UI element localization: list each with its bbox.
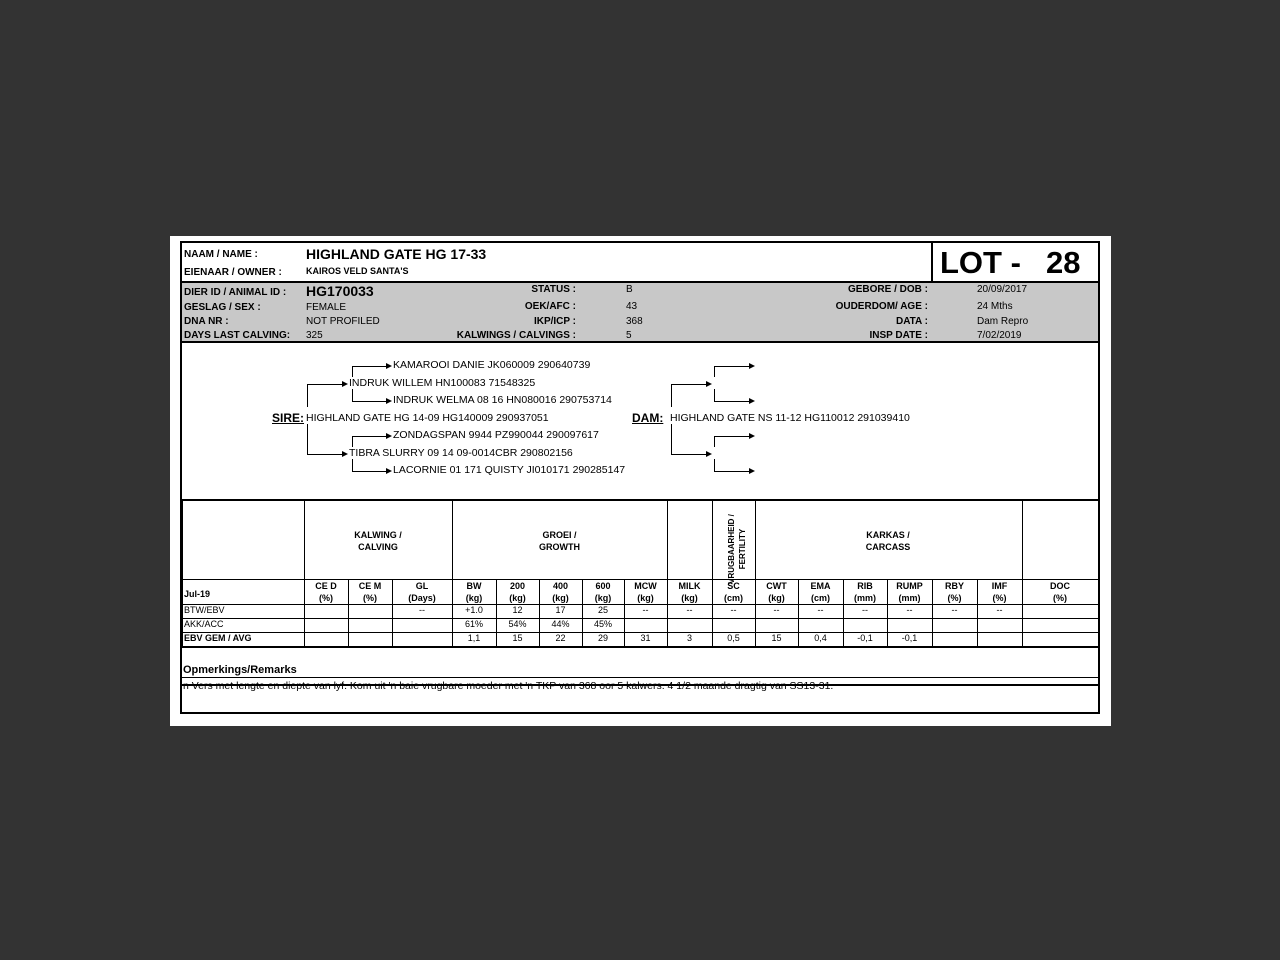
ped-line <box>352 366 353 377</box>
ebv-date: Jul-19 <box>184 589 211 599</box>
column-header <box>798 580 843 604</box>
lot-number: 28 <box>1046 245 1081 280</box>
table-grid-line <box>712 499 713 579</box>
ped-line <box>307 424 308 454</box>
column-unit: (kg) <box>509 593 526 603</box>
column-name: BW <box>466 581 482 591</box>
group-calving: KALWING / CALVING <box>354 530 402 552</box>
table-cell: 54% <box>508 619 527 629</box>
owner-label: EIENAAR / OWNER : <box>184 267 282 278</box>
calvings-label: KALWINGS / CALVINGS : <box>456 330 576 341</box>
ped-line <box>714 471 750 472</box>
group-growth: GROEI / GROWTH <box>539 530 580 552</box>
column-name: RUMP <box>896 581 923 591</box>
column-unit: (%) <box>363 593 377 603</box>
column-header <box>843 580 887 604</box>
sire-sire-dam-name: INDRUK WELMA 08 16 HN080016 290753714 <box>393 394 612 406</box>
ped-line <box>714 366 715 377</box>
column-header <box>887 580 932 604</box>
column-unit: (%) <box>947 593 962 603</box>
column-header <box>755 580 798 604</box>
column-unit: (Days) <box>408 593 436 603</box>
column-name: MCW <box>634 581 657 591</box>
column-name: CWT <box>766 581 787 591</box>
dob-label: GEBORE / DOB : <box>847 284 928 295</box>
ped-line <box>714 401 750 402</box>
column-header <box>582 580 624 604</box>
animal-id-label: DIER ID / ANIMAL ID : <box>184 287 287 298</box>
column-name: IMF <box>991 581 1008 591</box>
ped-line <box>714 389 715 401</box>
table-cell: -- <box>419 605 425 615</box>
column-header <box>932 580 977 604</box>
table-grid-line <box>182 579 183 646</box>
column-name: RBY <box>944 581 964 591</box>
table-cell: 45% <box>593 619 612 629</box>
ped-line <box>307 384 343 385</box>
sire-name: HIGHLAND GATE HG 14-09 HG140009 290937051 <box>306 412 549 424</box>
column-name: 600 <box>595 581 611 591</box>
status-value: B <box>626 284 633 295</box>
column-header <box>667 580 712 604</box>
afc-label: OEK/AFC : <box>524 301 576 312</box>
afc-value: 43 <box>626 301 638 312</box>
table-cell: 61% <box>464 619 483 629</box>
lot-label: LOT - <box>940 245 1021 280</box>
sex-value: FEMALE <box>306 302 347 313</box>
column-unit: (%) <box>992 593 1007 603</box>
column-unit: (mm) <box>854 593 876 603</box>
divider <box>182 499 1098 501</box>
column-name: RIB <box>857 581 873 591</box>
table-cell: -- <box>951 605 958 615</box>
table-cell: -- <box>817 605 824 615</box>
name-label: NAAM / NAME : <box>184 249 258 260</box>
row-label: BTW/EBV <box>184 605 225 615</box>
icp-label: IKP/ICP : <box>533 316 576 327</box>
column-name: CE D <box>315 581 337 591</box>
column-unit: (cm) <box>810 593 830 603</box>
calvings-value: 5 <box>626 330 632 341</box>
arrow-icon <box>342 381 348 387</box>
dam-name: HIGHLAND GATE NS 11-12 HG110012 291039410 <box>670 412 910 424</box>
divider <box>182 677 1098 678</box>
table-cell: 3 <box>686 633 692 643</box>
arrow-icon <box>706 451 712 457</box>
arrow-icon <box>386 363 392 369</box>
table-cell: 22 <box>555 633 566 643</box>
column-header <box>1022 580 1098 604</box>
table-cell: 31 <box>640 633 651 643</box>
table-cell: -- <box>686 605 693 615</box>
ped-line <box>714 436 750 437</box>
column-header <box>977 580 1022 604</box>
arrow-icon <box>749 398 755 404</box>
table-cell: 0,4 <box>814 633 827 643</box>
group-fertility: VRUGBAARHEID / FERTILITY <box>727 514 747 584</box>
column-header <box>496 580 539 604</box>
column-name: MILK <box>678 581 701 591</box>
column-header <box>712 580 755 604</box>
column-name: EMA <box>810 581 831 591</box>
arrow-icon <box>749 363 755 369</box>
sire-dam-dam-name: LACORNIE 01 171 QUISTY JI010171 290285147 <box>393 464 626 476</box>
column-unit: (kg) <box>465 593 483 603</box>
table-cell: -- <box>642 605 649 615</box>
table-grid-line <box>1098 499 1099 579</box>
column-unit: (kg) <box>637 593 654 603</box>
arrow-icon <box>706 381 712 387</box>
age-label: OUDERDOM/ AGE : <box>835 301 928 312</box>
column-unit: (kg) <box>681 593 698 603</box>
table-cell: 0,5 <box>727 633 740 643</box>
remarks-title: Opmerkings/Remarks <box>183 664 297 676</box>
group-carcass: KARKAS / CARCASS <box>865 530 911 552</box>
days-label: DAYS LAST CALVING: <box>184 330 291 341</box>
arrow-icon <box>386 398 392 404</box>
table-grid-line <box>182 646 1098 648</box>
ped-line <box>307 384 308 407</box>
arrow-icon <box>386 468 392 474</box>
table-cell: 25 <box>597 605 608 615</box>
dna-value: NOT PROFILED <box>306 316 380 327</box>
animal-id-value: HG170033 <box>306 283 374 299</box>
column-unit: (kg) <box>552 593 569 603</box>
table-cell: -- <box>996 605 1003 615</box>
column-header <box>452 580 496 604</box>
table-cell: +1.0 <box>465 605 483 615</box>
ped-line <box>671 424 672 454</box>
column-name: 200 <box>509 581 526 591</box>
data-label: DATA : <box>895 316 928 327</box>
column-header <box>624 580 667 604</box>
ped-line <box>352 471 387 472</box>
row-label: EBV GEM / AVG <box>184 633 252 643</box>
animal-name: HIGHLAND GATE HG 17-33 <box>306 246 487 262</box>
ped-line <box>671 384 707 385</box>
divider <box>182 341 1098 343</box>
ped-line <box>352 459 353 471</box>
sire-sire-name: INDRUK WILLEM HN100083 71548325 <box>349 377 536 389</box>
table-cell: 1,1 <box>467 633 481 643</box>
table-cell: 29 <box>597 633 608 643</box>
column-name: CE M <box>358 581 382 591</box>
age-value: 24 Mths <box>977 301 1013 312</box>
column-header <box>392 580 452 604</box>
remarks-text: n Vers met lengte en diepte van lyf. Kom uit 'n baie vrugbare moeder met 'n TKP van 368 oor 5 kalwers. 4 1/2 maande dragtig van SS13-31. <box>183 680 834 692</box>
arrow-icon <box>749 468 755 474</box>
table-grid-line <box>755 499 756 579</box>
icp-value: 368 <box>626 316 643 327</box>
ped-line <box>714 459 715 471</box>
table-cell: -- <box>730 605 737 615</box>
ped-line <box>352 366 387 367</box>
days-value: 325 <box>306 330 323 341</box>
auction-sheet <box>170 236 1111 726</box>
column-header <box>539 580 582 604</box>
column-name: GL <box>415 581 429 591</box>
dob-value: 20/09/2017 <box>977 284 1028 295</box>
table-grid-line <box>182 618 1098 619</box>
table-cell: -- <box>773 605 780 615</box>
table-cell: 15 <box>771 633 782 643</box>
sire-sire-sire-name: KAMAROOI DANIE JK060009 290640739 <box>393 359 591 371</box>
table-cell: 17 <box>555 605 566 615</box>
ped-line <box>352 436 387 437</box>
ped-line <box>352 436 353 447</box>
dam-label: DAM: <box>632 411 664 425</box>
row-label: AKK/ACC <box>184 619 224 629</box>
table-cell: 12 <box>512 605 523 615</box>
insp-value: 7/02/2019 <box>977 330 1022 341</box>
column-unit: (cm) <box>723 593 743 603</box>
arrow-icon <box>749 433 755 439</box>
column-header <box>348 580 392 604</box>
sire-dam-name: TIBRA SLURRY 09 14 09-0014CBR 290802156 <box>349 447 573 459</box>
insp-label: INSP DATE : <box>869 330 928 341</box>
ped-line <box>352 401 387 402</box>
column-header <box>304 580 348 604</box>
dna-label: DNA NR : <box>184 316 229 327</box>
table-cell: 15 <box>512 633 523 643</box>
sire-dam-sire-name: ZONDAGSPAN 9944 PZ990044 290097617 <box>393 429 599 441</box>
lot-card <box>180 241 1100 714</box>
table-grid-line <box>1022 499 1023 579</box>
ped-line <box>671 454 707 455</box>
status-label: STATUS : <box>531 284 576 295</box>
column-unit: (%) <box>1053 593 1067 603</box>
column-unit: (kg) <box>594 593 612 603</box>
table-cell: -- <box>862 605 868 615</box>
ped-line <box>714 436 715 447</box>
sire-label: SIRE: <box>272 411 305 425</box>
lot-box <box>931 243 1102 283</box>
data-value: Dam Repro <box>977 316 1029 327</box>
table-grid-line <box>304 499 305 579</box>
arrow-icon <box>386 433 392 439</box>
ped-line <box>671 384 672 407</box>
sex-label: GESLAG / SEX : <box>184 302 261 313</box>
owner-value: KAIROS VELD SANTA'S <box>306 266 409 276</box>
column-name: SC <box>727 581 740 591</box>
arrow-icon <box>342 451 348 457</box>
column-unit: (%) <box>319 593 333 603</box>
column-unit: (kg) <box>768 593 785 603</box>
column-name: 400 <box>552 581 569 591</box>
ped-line <box>352 389 353 401</box>
table-cell: -- <box>906 605 913 615</box>
table-cell: 44% <box>551 619 570 629</box>
table-grid-line <box>452 499 453 579</box>
table-grid-line <box>182 499 183 579</box>
ped-line <box>307 454 343 455</box>
table-cell: -0,1 <box>857 633 873 643</box>
table-grid-line <box>1098 579 1099 646</box>
table-grid-line <box>667 499 668 579</box>
ped-line <box>714 366 750 367</box>
column-name: DOC <box>1050 581 1070 591</box>
column-unit: (mm) <box>898 593 921 603</box>
table-cell: -0,1 <box>901 633 918 643</box>
